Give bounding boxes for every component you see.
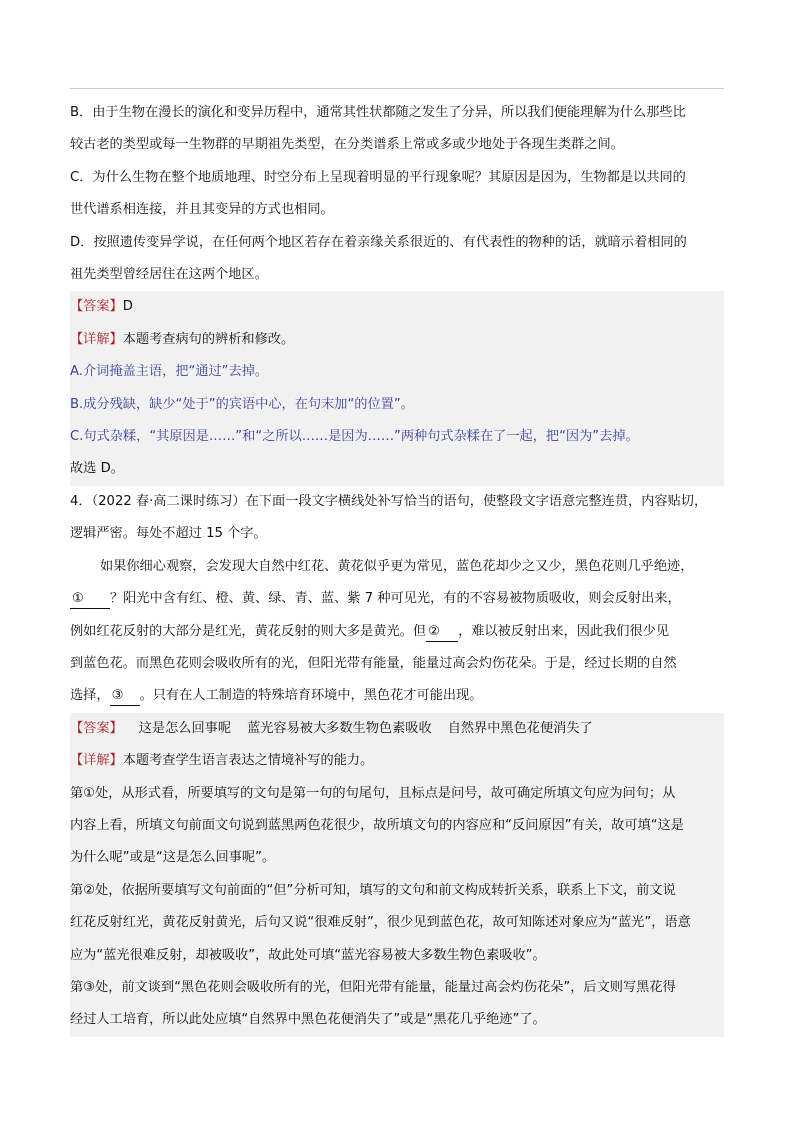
- passage-line2: [70, 583, 724, 615]
- detail-1-line3: 为什么呢”或是“这是怎么回事呢”。: [70, 850, 276, 866]
- passage-line4: 到蓝色花。而黑色花则会吸收所有的光，但阳光带有能量，能量过高会灼伤花朵。于是，经过长期的自然: [70, 655, 677, 671]
- detail-tag: 【详解】: [70, 331, 123, 347]
- q4-answer: [70, 713, 724, 745]
- explanation-b: B.成分残缺，缺少“处于”的宾语中心，在句末加“的位置”。: [70, 396, 414, 412]
- option-d-line2: 祖先类型曾经居住在这两个地区。: [70, 267, 268, 283]
- passage-line3-text-a: 例如红花反射的大部分是红光，黄花反射的则大多是黄光。但: [70, 623, 427, 639]
- option-b-line2: 较古老的类型或每一生物群的早期祖先类型，在分类谱系上常或多或少地处于各现生类群之间。: [70, 137, 624, 153]
- blank-1: ①: [70, 590, 110, 609]
- q4-solution-block: [70, 713, 724, 1037]
- detail-2-line3: 应为“蓝光很难反射，却被吸收”，故此处可填“蓝光容易被大多数生物色素吸收”。: [70, 947, 546, 963]
- final-answer: 故选 D。: [70, 461, 124, 477]
- explanation-a: A.介词掩盖主语，把“通过”去掉。: [70, 364, 269, 380]
- detail-tag: 【详解】: [70, 753, 123, 769]
- detail-1-line1: 第①处，从形式看，所要填写的文句是第一句的句尾句，且标点是问号，故可确定所填文句应为问句；从: [70, 785, 676, 801]
- blank-2: ②: [426, 623, 458, 642]
- q4-detail: [70, 745, 724, 777]
- option-b-line1: B．由于生物在漫长的演化和变异历程中，通常其性状都随之发生了分异，所以我们便能理解为什么那些比: [70, 105, 686, 120]
- answer-value: D: [122, 299, 133, 315]
- q4-stem-line1: [70, 486, 724, 518]
- answer-tag: 【答案】: [70, 720, 123, 736]
- passage-line3-text-b: ，难以被反射出来，因此我们很少见: [458, 623, 670, 639]
- detail-2-line2: 红花反射红光，黄花反射黄光，后句又说“很难反射”，很少见到蓝色花，故可知陈述对象应为“蓝光”，语意: [70, 915, 691, 931]
- detail-3-line2: 经过人工培育，所以此处应填“自然界中黑色花便消失了”或是“黑花几乎绝迹”了。: [70, 1012, 546, 1028]
- q3-solution-block: [70, 291, 724, 485]
- detail-1-line2: 内容上看，所填文句前面文句说到蓝黑两色花很少，故所填文句的内容应和“反问原因”有关，故可填“这是: [70, 817, 684, 833]
- answer-tag: 【答案】: [70, 299, 123, 315]
- passage-line5-text-a: 选择，: [70, 688, 110, 704]
- passage-line3: [70, 616, 724, 648]
- option-d-line1: D．按照遗传变异学说，在任何两个地区若存在着亲缘关系很近的、有代表性的物种的话，就暗示着相同的: [70, 234, 687, 250]
- explanation-c: C.句式杂糅，“其原因是……”和“之所以……是因为……”两种句式杂糅在了一起，把“因为”去掉。: [70, 429, 639, 445]
- question-number: 4．: [70, 493, 92, 509]
- passage-line2-text: ？阳光中含有红、橙、黄、绿、青、蓝、紫 7 种可见光，有的不容易被物质吸收，则会反射出来，: [110, 591, 681, 607]
- option-c-line2: 世代谱系相连接，并且其变异的方式也相同。: [70, 202, 334, 218]
- detail-3-line1: 第③处，前文谈到“黑色花则会吸收所有的光，但阳光带有能量，能量过高会灼伤花朵”，后文则写黑花得: [70, 979, 676, 995]
- detail-intro: 本题考查学生语言表达之情境补写的能力。: [122, 753, 374, 769]
- passage-line5: [70, 680, 724, 712]
- detail-2-line1: 第②处，依据所要填写文句前面的“但”分析可知，填写的文句和前文构成转折关系，联系上下文，前文说: [70, 882, 676, 898]
- document-body: [70, 97, 724, 1037]
- option-c-line1: C．为什么生物在整个地质地理、时空分布上呈现着明显的平行现象呢？其原因是因为，生物都是以共同的: [70, 169, 686, 185]
- detail-intro: 本题考查病句的辨析和修改。: [122, 331, 295, 347]
- question-stem: 在下面一段文字横线处补写恰当的语句，使整段文字语意完整连贯，内容贴切，: [245, 493, 708, 509]
- passage-line1: 如果你细心观察，会发现大自然中红花、黄花似乎更为常见，蓝色花却少之又少，黑色花则几乎绝迹，: [100, 558, 694, 574]
- q3-detail: [70, 324, 724, 356]
- header-rule: [70, 88, 724, 89]
- question-source: （2022 春·高二课时练习）: [91, 493, 246, 509]
- answer-3: 自然界中黑色花便消失了: [447, 720, 593, 736]
- passage-line5-text-b: 。只有在人工制造的特殊培育环境中，黑色花才可能出现。: [139, 688, 483, 704]
- blank-3: ③: [110, 687, 140, 706]
- q4-stem-line2: 逻辑严密。每处不超过 15 个字。: [70, 526, 267, 542]
- q3-answer: [70, 291, 724, 323]
- answer-2: 蓝光容易被大多数生物色素吸收: [247, 720, 432, 736]
- answer-1: 这是怎么回事呢: [138, 720, 232, 736]
